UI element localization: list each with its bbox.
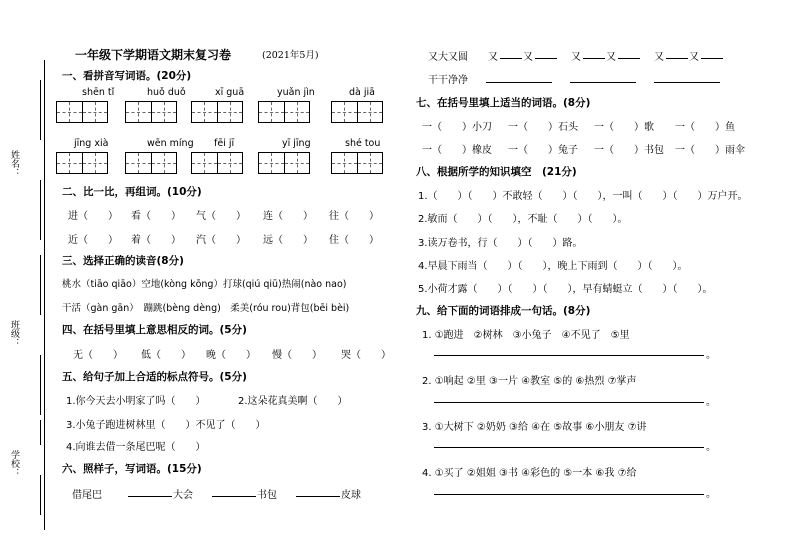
pinyin-2: huǒ duǒ	[147, 87, 186, 98]
punctuation-q2: 2.这朵花真美啊（ ）	[238, 396, 348, 407]
page-title: 一年级下学期语文期末复习卷	[75, 48, 232, 62]
measure-word-item: 一（ ）小刀	[422, 122, 492, 133]
compare-item: 近（ ）	[68, 235, 118, 246]
fill-q4: 4.早晨下雨当（ ）（ ），晚上下雨到（ ）（ ）。	[418, 261, 688, 272]
section-7-title: 七、在括号里填上适当的词语。(8分)	[416, 97, 591, 109]
pinyin-3: xī guā	[215, 87, 245, 98]
exam-date: (2021年5月)	[262, 50, 319, 61]
answer-line[interactable]	[434, 402, 704, 403]
example-word: 借尾巴	[72, 490, 102, 501]
word-da-hui: 大会	[173, 490, 193, 501]
writing-grid[interactable]	[258, 101, 310, 123]
period-mark: 。	[706, 350, 716, 361]
measure-word-item: 一（ ）橡皮	[422, 145, 492, 156]
pronunciation-line-1: 桃水（tiāo qiāo）空地(kòng kōng）打球(qiú qiū)热闹(nào nao)	[62, 279, 347, 290]
writing-grid[interactable]	[331, 101, 383, 123]
section-3-title: 三、选择正确的读音(8分)	[62, 255, 184, 267]
writing-grid[interactable]	[56, 152, 108, 174]
answer-blank[interactable]	[212, 496, 256, 497]
example-gan-gan-jing-jing: 干干净净	[428, 75, 468, 86]
name-field-line-lower[interactable]	[40, 180, 41, 240]
pinyin-9: yī jīng	[282, 138, 311, 149]
example-you-da-you-yuan: 又大又圆	[428, 52, 468, 63]
writing-grid[interactable]	[125, 152, 177, 174]
answer-blank[interactable]	[654, 82, 720, 83]
pinyin-8: fēi jī	[214, 138, 235, 149]
pronunciation-line-2: 干活（gàn gān） 蹦跳(bèng dèng) 柔美(róu rou)背包(bēi bèi)	[62, 303, 350, 314]
answer-blank[interactable]	[486, 82, 552, 83]
word-shu-bao: 书包	[257, 490, 277, 501]
measure-word-item: 一（ ）歌	[594, 122, 654, 133]
pinyin-4: yuǎn jìn	[277, 87, 315, 98]
period-mark: 。	[706, 442, 716, 453]
compare-item: 往（ ）	[329, 211, 379, 222]
answer-blank[interactable]	[701, 58, 723, 59]
answer-blank[interactable]	[666, 58, 688, 59]
sentence-q4-words: 4. ①买了 ②姐姐 ③书 ④彩色的 ⑤一本 ⑥我 ⑦给	[422, 468, 637, 479]
compare-item: 连（ ）	[263, 211, 313, 222]
school-label: 学校：	[9, 450, 19, 477]
pinyin-6: jīng xià	[74, 138, 109, 149]
section-6-title: 六、照样子，写词语。(15分)	[62, 463, 202, 475]
you-char: 又	[523, 52, 533, 63]
measure-word-item: 一（ ）鱼	[675, 122, 735, 133]
pinyin-7: wēn míng	[147, 138, 194, 149]
school-field-line-lower[interactable]	[40, 475, 41, 515]
answer-blank[interactable]	[500, 58, 522, 59]
writing-grid[interactable]	[331, 152, 383, 174]
name-label: 姓名：	[9, 150, 19, 177]
you-char: 又	[654, 52, 664, 63]
antonym-item: 晚（ ）	[206, 350, 256, 361]
antonym-item: 无（ ）	[73, 350, 123, 361]
compare-item: 着（ ）	[131, 235, 181, 246]
sentence-q3-words: 3. ①大树下 ②奶奶 ③给 ④在 ⑤故事 ⑥小朋友 ⑦讲	[422, 422, 647, 433]
answer-blank[interactable]	[618, 58, 640, 59]
fill-q2: 2.敏而（ ）（ ），不耻（ ）（ ）。	[418, 214, 628, 225]
compare-item: 看（ ）	[131, 211, 181, 222]
sentence-q1-words: 1. ①跑进 ②树林 ③小兔子 ④不见了 ⑤里	[422, 330, 630, 341]
you-char: 又	[689, 52, 699, 63]
fill-q3: 3.读万卷书，行（ ）（ ）路。	[418, 238, 583, 249]
section-4-title: 四、在括号里填上意思相反的词。(5分)	[62, 324, 247, 336]
compare-item: 气（ ）	[196, 211, 246, 222]
binding-line	[44, 60, 45, 530]
answer-blank[interactable]	[570, 82, 636, 83]
period-mark: 。	[706, 489, 716, 500]
you-char: 又	[571, 52, 581, 63]
compare-item: 汽（ ）	[196, 235, 246, 246]
section-8-title: 八、根据所学的知识填空 (21分)	[416, 166, 577, 178]
measure-word-item: 一（ ）雨伞	[675, 145, 745, 156]
name-field-line[interactable]	[40, 80, 41, 140]
you-char: 又	[488, 52, 498, 63]
school-field-line[interactable]	[40, 420, 41, 445]
antonym-item: 哭（ ）	[341, 350, 391, 361]
compare-item: 远（ ）	[263, 235, 313, 246]
measure-word-item: 一（ ）石头	[508, 122, 578, 133]
section-5-title: 五、给句子加上合适的标点符号。(5分)	[62, 371, 247, 383]
section-9-title: 九、给下面的词语排成一句话。(8分)	[416, 305, 591, 317]
punctuation-q3: 3.小兔子跑进树林里（ ）不见了（ ）	[66, 420, 266, 431]
writing-grid[interactable]	[125, 101, 177, 123]
section-1-title: 一、看拼音写词语。(20分)	[62, 70, 192, 82]
class-field-line-lower[interactable]	[40, 355, 41, 415]
section-2-title: 二、比一比，再组词。(10分)	[62, 186, 202, 198]
antonym-item: 慢（ ）	[272, 350, 322, 361]
word-pi-qiu: 皮球	[341, 490, 361, 501]
writing-grid[interactable]	[56, 101, 108, 123]
sentence-q2-words: 2. ①响起 ②里 ③一片 ④教室 ⑤的 ⑥热烈 ⑦掌声	[422, 376, 637, 387]
measure-word-item: 一（ ）书包	[594, 145, 664, 156]
answer-blank[interactable]	[535, 58, 557, 59]
punctuation-q1: 1.你今天去小明家了吗（ ）	[66, 396, 206, 407]
writing-grid[interactable]	[191, 152, 243, 174]
answer-blank[interactable]	[296, 496, 340, 497]
pinyin-5: dà jiā	[349, 87, 375, 98]
answer-line[interactable]	[434, 447, 704, 448]
answer-line[interactable]	[434, 494, 704, 495]
writing-grid[interactable]	[191, 101, 243, 123]
measure-word-item: 一（ ）兔子	[508, 145, 578, 156]
writing-grid[interactable]	[258, 152, 310, 174]
antonym-item: 低（ ）	[141, 350, 191, 361]
fill-q5: 5.小荷才露（ ）（ ）（ ），早有蜻蜓立（ ）（ ）。	[418, 284, 713, 295]
pinyin-1: shēn tǐ	[82, 87, 115, 98]
fill-q1: 1.（ ）（ ）不敢轻（ ）（ ），一叫（ ）（ ）万户开。	[418, 191, 748, 202]
answer-blank[interactable]	[583, 58, 605, 59]
answer-blank[interactable]	[128, 496, 172, 497]
you-char: 又	[606, 52, 616, 63]
compare-item: 住（ ）	[329, 235, 379, 246]
punctuation-q4: 4.向谁去借一条尾巴呢（ ）	[66, 442, 206, 453]
compare-item: 进（ ）	[68, 211, 118, 222]
answer-line[interactable]	[434, 355, 704, 356]
class-field-line[interactable]	[40, 255, 41, 315]
class-label: 班级：	[9, 320, 19, 347]
pinyin-10: shé tou	[345, 138, 381, 149]
period-mark: 。	[706, 397, 716, 408]
